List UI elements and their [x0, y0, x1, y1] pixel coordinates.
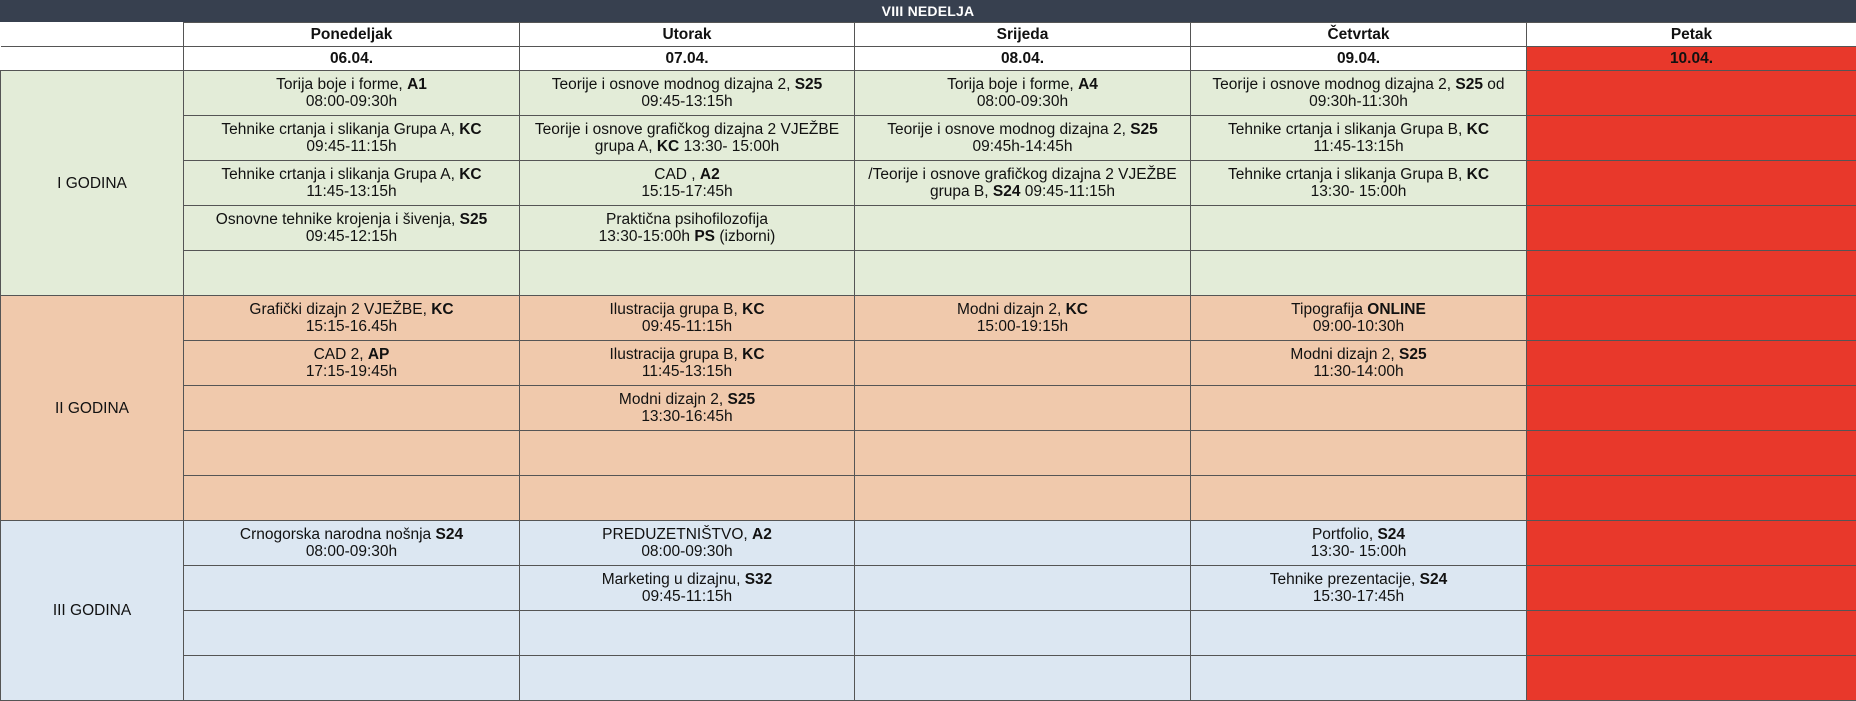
day-header: Petak — [1527, 23, 1856, 47]
course-line — [188, 301, 515, 318]
course-name: Torija boje i forme, — [276, 76, 407, 93]
date-cell-friday: 10.04. — [1527, 47, 1856, 71]
schedule-row — [1, 206, 1856, 251]
course-name: Grafički dizajn 2 VJEŽBE, — [249, 301, 431, 318]
course-line — [859, 166, 1186, 183]
time-line: 09:30h-11:30h — [1195, 93, 1522, 110]
date-row — [1, 47, 1856, 71]
class-cell — [184, 341, 520, 386]
course-name: Torija boje i forme, — [947, 76, 1078, 93]
class-cell — [184, 251, 520, 296]
room-code: S32 — [745, 571, 773, 588]
time-line: 13:30-16:45h — [524, 408, 850, 425]
year-label: III GODINA — [1, 521, 184, 701]
class-cell — [1191, 71, 1527, 116]
friday-cell — [1527, 566, 1856, 611]
time-text: 13:30- 15:00h — [679, 138, 779, 155]
friday-cell — [1527, 341, 1856, 386]
time-line: 15:15-17:45h — [524, 183, 850, 200]
course-name: Ilustracija grupa B, — [609, 301, 742, 318]
class-cell — [520, 386, 855, 431]
day-header: Četvrtak — [1191, 23, 1527, 47]
time-text: (izborni) — [715, 228, 775, 245]
schedule-row — [1, 341, 1856, 386]
day-header: Ponedeljak — [184, 23, 520, 47]
course-name: PREDUZETNIŠTVO, — [602, 526, 752, 543]
course-name: /Teorije i osnove grafičkog dizajna 2 VJEŽBE — [868, 166, 1176, 183]
course-name: CAD 2, — [314, 346, 368, 363]
room-code: S24 — [1377, 526, 1405, 543]
course-name: Ilustracija grupa B, — [609, 346, 742, 363]
course-line — [524, 526, 850, 543]
course-name: Teorije i osnove modnog dizajna 2, — [887, 121, 1130, 138]
schedule-row — [1, 476, 1856, 521]
class-cell — [184, 566, 520, 611]
time-line — [524, 228, 850, 245]
class-cell — [184, 386, 520, 431]
course-line — [188, 121, 515, 138]
class-cell — [1191, 296, 1527, 341]
course-name: Modni dizajn 2, — [957, 301, 1066, 318]
date-cell: 07.04. — [520, 47, 855, 71]
corner-cell — [1, 23, 184, 47]
time-line: 08:00-09:30h — [188, 543, 515, 560]
room-code: KC — [459, 166, 481, 183]
class-cell — [855, 566, 1191, 611]
room-code: KC — [742, 301, 764, 318]
room-code: KC — [1066, 301, 1088, 318]
course-line — [1195, 346, 1522, 363]
schedule-row — [1, 386, 1856, 431]
schedule-row — [1, 296, 1856, 341]
year-label: II GODINA — [1, 296, 184, 521]
room-code: A2 — [700, 166, 720, 183]
class-cell — [520, 476, 855, 521]
time-line: 09:45-11:15h — [524, 588, 850, 605]
schedule-row — [1, 656, 1856, 701]
room-code: S25 — [795, 76, 823, 93]
course-name: Tipografija — [1291, 301, 1367, 318]
course-line — [188, 76, 515, 93]
class-cell — [520, 71, 855, 116]
class-cell — [520, 521, 855, 566]
schedule-row — [1, 611, 1856, 656]
course-name: Teorije i osnove modnog dizajna 2, — [552, 76, 795, 93]
friday-cell — [1527, 476, 1856, 521]
course-line — [859, 301, 1186, 318]
class-cell — [184, 206, 520, 251]
class-cell — [520, 116, 855, 161]
time-line: 08:00-09:30h — [859, 93, 1186, 110]
course-line — [1195, 571, 1522, 588]
course-line — [1195, 301, 1522, 318]
friday-cell — [1527, 71, 1856, 116]
course-line — [188, 166, 515, 183]
class-cell — [855, 116, 1191, 161]
class-cell — [184, 611, 520, 656]
schedule-row — [1, 161, 1856, 206]
class-cell — [520, 611, 855, 656]
room-code: A1 — [407, 76, 427, 93]
time-line — [859, 183, 1186, 200]
course-name: Praktična psihofilozofija — [606, 211, 768, 228]
room-code: S25 — [460, 211, 488, 228]
date-cell: 09.04. — [1191, 47, 1527, 71]
week-title: VIII NEDELJA — [0, 0, 1856, 22]
friday-cell — [1527, 296, 1856, 341]
class-cell — [855, 206, 1191, 251]
schedule-row — [1, 251, 1856, 296]
class-cell — [1191, 116, 1527, 161]
time-line: 09:45h-14:45h — [859, 138, 1186, 155]
schedule-row — [1, 431, 1856, 476]
class-cell — [855, 71, 1191, 116]
room-code: S25 — [1455, 76, 1483, 93]
course-name: Tehnike prezentacije, — [1270, 571, 1420, 588]
class-cell — [1191, 656, 1527, 701]
class-cell — [184, 476, 520, 521]
course-name: Tehnike crtanja i slikanja Grupa B, — [1228, 166, 1467, 183]
schedule-row — [1, 521, 1856, 566]
time-text: 13:30-15:00h — [599, 228, 695, 245]
course-line — [524, 166, 850, 183]
time-line: 17:15-19:45h — [188, 363, 515, 380]
course-line — [524, 571, 850, 588]
course-note: od — [1483, 76, 1505, 93]
day-header: Srijeda — [855, 23, 1191, 47]
class-cell — [1191, 341, 1527, 386]
class-cell — [520, 161, 855, 206]
room-code: KC — [431, 301, 453, 318]
friday-cell — [1527, 656, 1856, 701]
room-code: S24 — [436, 526, 464, 543]
time-line: 11:30-14:00h — [1195, 363, 1522, 380]
class-cell — [520, 251, 855, 296]
friday-cell — [1527, 521, 1856, 566]
class-cell — [184, 161, 520, 206]
course-name: Modni dizajn 2, — [1290, 346, 1399, 363]
room-code: KC — [657, 138, 679, 155]
class-cell — [855, 341, 1191, 386]
class-cell — [520, 656, 855, 701]
course-name: Tehnike crtanja i slikanja Grupa B, — [1228, 121, 1467, 138]
course-name: Modni dizajn 2, — [619, 391, 728, 408]
class-cell — [1191, 386, 1527, 431]
time-line: 15:15-16.45h — [188, 318, 515, 335]
course-line — [188, 211, 515, 228]
course-line — [524, 211, 850, 228]
class-cell — [855, 611, 1191, 656]
schedule-row — [1, 566, 1856, 611]
time-line: 13:30- 15:00h — [1195, 543, 1522, 560]
room-code: KC — [1467, 121, 1489, 138]
time-line: 13:30- 15:00h — [1195, 183, 1522, 200]
room-code: PS — [694, 228, 715, 245]
course-line — [1195, 526, 1522, 543]
time-line: 09:45-13:15h — [524, 93, 850, 110]
friday-cell — [1527, 161, 1856, 206]
class-cell — [1191, 431, 1527, 476]
course-name: Osnovne tehnike krojenja i šivenja, — [216, 211, 460, 228]
class-cell — [184, 656, 520, 701]
friday-cell — [1527, 611, 1856, 656]
room-code: AP — [368, 346, 390, 363]
course-line — [524, 121, 850, 138]
class-cell — [855, 521, 1191, 566]
friday-cell — [1527, 251, 1856, 296]
year-label: I GODINA — [1, 71, 184, 296]
course-line — [188, 346, 515, 363]
course-line — [524, 346, 850, 363]
course-line — [1195, 121, 1522, 138]
room-code: S25 — [1130, 121, 1158, 138]
class-cell — [855, 431, 1191, 476]
room-code: KC — [459, 121, 481, 138]
class-cell — [520, 341, 855, 386]
time-text: grupa B, — [930, 183, 993, 200]
time-line — [524, 138, 850, 155]
course-line — [524, 391, 850, 408]
time-line: 09:45-11:15h — [524, 318, 850, 335]
class-cell — [855, 296, 1191, 341]
class-cell — [520, 566, 855, 611]
time-line: 09:45-11:15h — [188, 138, 515, 155]
time-line: 08:00-09:30h — [188, 93, 515, 110]
room-code: ONLINE — [1367, 301, 1426, 318]
time-line: 11:45-13:15h — [1195, 138, 1522, 155]
schedule-row — [1, 116, 1856, 161]
room-code: A4 — [1078, 76, 1098, 93]
course-line — [1195, 166, 1522, 183]
day-header-row — [1, 23, 1856, 47]
course-name: Portfolio, — [1312, 526, 1377, 543]
class-cell — [184, 116, 520, 161]
class-cell — [184, 431, 520, 476]
class-cell — [184, 296, 520, 341]
class-cell — [855, 386, 1191, 431]
class-cell — [855, 161, 1191, 206]
course-line — [859, 76, 1186, 93]
friday-cell — [1527, 431, 1856, 476]
schedule-row — [1, 71, 1856, 116]
room-code: S25 — [727, 391, 755, 408]
class-cell — [184, 521, 520, 566]
class-cell — [520, 431, 855, 476]
room-code: KC — [742, 346, 764, 363]
class-cell — [1191, 206, 1527, 251]
time-line: 09:00-10:30h — [1195, 318, 1522, 335]
course-name: CAD , — [654, 166, 700, 183]
friday-cell — [1527, 206, 1856, 251]
time-line: 08:00-09:30h — [524, 543, 850, 560]
date-cell: 06.04. — [184, 47, 520, 71]
room-code: S24 — [1420, 571, 1448, 588]
class-cell — [855, 251, 1191, 296]
course-line — [188, 526, 515, 543]
course-line — [859, 121, 1186, 138]
course-line — [524, 76, 850, 93]
class-cell — [1191, 476, 1527, 521]
time-line: 11:45-13:15h — [188, 183, 515, 200]
class-cell — [1191, 566, 1527, 611]
course-name: Crnogorska narodna nošnja — [240, 526, 436, 543]
class-cell — [520, 296, 855, 341]
corner-cell — [1, 47, 184, 71]
friday-cell — [1527, 386, 1856, 431]
schedule-table — [0, 22, 1856, 701]
friday-cell — [1527, 116, 1856, 161]
time-line: 15:00-19:15h — [859, 318, 1186, 335]
day-header: Utorak — [520, 23, 855, 47]
room-code: KC — [1467, 166, 1489, 183]
room-code: S24 — [993, 183, 1021, 200]
course-name: Teorije i osnove grafičkog dizajna 2 VJEŽBE — [535, 121, 839, 138]
course-name: Tehnike crtanja i slikanja Grupa A, — [221, 121, 459, 138]
course-name: Teorije i osnove modnog dizajna 2, — [1212, 76, 1455, 93]
time-line: 09:45-12:15h — [188, 228, 515, 245]
time-line: 15:30-17:45h — [1195, 588, 1522, 605]
class-cell — [1191, 521, 1527, 566]
room-code: S25 — [1399, 346, 1427, 363]
course-name: Tehnike crtanja i slikanja Grupa A, — [221, 166, 459, 183]
class-cell — [520, 206, 855, 251]
date-cell: 08.04. — [855, 47, 1191, 71]
class-cell — [1191, 611, 1527, 656]
time-text: grupa A, — [595, 138, 657, 155]
course-name: Marketing u dizajnu, — [602, 571, 745, 588]
course-line — [524, 301, 850, 318]
class-cell — [855, 656, 1191, 701]
room-code: A2 — [752, 526, 772, 543]
time-line: 11:45-13:15h — [524, 363, 850, 380]
time-text: 09:45-11:15h — [1020, 183, 1115, 200]
class-cell — [1191, 251, 1527, 296]
class-cell — [184, 71, 520, 116]
class-cell — [855, 476, 1191, 521]
class-cell — [1191, 161, 1527, 206]
course-line — [1195, 76, 1522, 93]
